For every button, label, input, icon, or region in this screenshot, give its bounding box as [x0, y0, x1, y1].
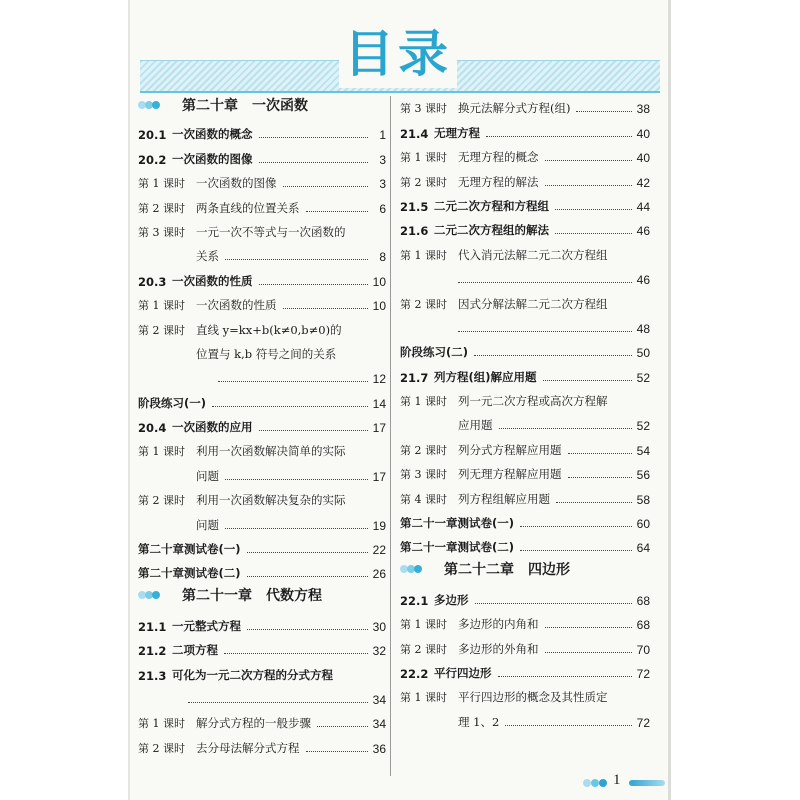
- toc-entry[interactable]: 第 1 课时 列一元二次方程或高次方程解: [400, 394, 608, 409]
- chapter-heading[interactable]: 第二十一章 代数方程: [138, 581, 386, 609]
- toc-entry[interactable]: 第二十章测试卷(一) 22: [138, 542, 386, 558]
- toc-entry[interactable]: 阶段练习(一) 14: [138, 395, 386, 411]
- chapter-heading[interactable]: 第二十章 一次函数: [138, 92, 386, 118]
- page-edge: [128, 0, 130, 800]
- footer-dots-icon: [583, 779, 611, 787]
- chapter-marker-icon: [138, 590, 164, 600]
- toc-entry[interactable]: 21.7 列方程(组)解应用题 52: [400, 369, 650, 385]
- toc-entry[interactable]: 第 1 课时 一次函数的图像 3: [138, 176, 386, 192]
- toc-entry[interactable]: 第 1 课时 解分式方程的一般步骤 34: [138, 716, 386, 732]
- toc-entry-continuation[interactable]: 理 1、2 72: [458, 714, 650, 730]
- toc-entry[interactable]: 22.2 平行四边形 72: [400, 665, 650, 681]
- toc-entry[interactable]: 第 1 课时 平行四边形的概念及其性质定: [400, 690, 608, 705]
- toc-entry[interactable]: 20.3 一次函数的性质 10: [138, 273, 386, 289]
- toc-entry[interactable]: 阶段练习(二) 50: [400, 345, 650, 361]
- toc-entry[interactable]: 第 1 课时 利用一次函数解决简单的实际: [138, 444, 346, 459]
- toc-entry[interactable]: 21.2 二项方程 32: [138, 643, 386, 659]
- toc-entry[interactable]: 20.4 一次函数的应用 17: [138, 420, 386, 436]
- toc-entry[interactable]: 第 4 课时 列方程组解应用题 58: [400, 491, 650, 507]
- toc-entry[interactable]: 第 3 课时 换元法解分式方程(组) 38: [400, 101, 650, 117]
- toc-entry[interactable]: 第 1 课时 无理方程的概念 40: [400, 150, 650, 166]
- toc-entry-continuation[interactable]: 12: [138, 362, 386, 386]
- toc-entry[interactable]: 第 2 课时 列分式方程解应用题 54: [400, 442, 650, 458]
- toc-entry[interactable]: 第 2 课时 因式分解法解二元二次方程组: [400, 296, 608, 311]
- toc-right-column: [400, 92, 650, 730]
- toc-entry-continuation[interactable]: 问题 17: [196, 468, 386, 484]
- chapter-heading[interactable]: 第二十二章 四边形: [400, 555, 650, 583]
- toc-entry[interactable]: 第 3 课时 一元一次不等式与一次函数的: [138, 224, 346, 239]
- toc-left-column: [138, 92, 386, 756]
- toc-entry[interactable]: 20.2 一次函数的图像 3: [138, 151, 386, 167]
- toc-entry[interactable]: 21.3 可化为一元二次方程的分式方程: [138, 667, 333, 683]
- page-edge: [668, 0, 671, 800]
- toc-entry[interactable]: 22.1 多边形 68: [400, 592, 650, 608]
- toc-entry[interactable]: 第 2 课时 两条直线的位置关系 6: [138, 200, 386, 216]
- toc-entry[interactable]: 21.5 二元二次方程和方程组 44: [400, 198, 650, 214]
- toc-entry-continuation[interactable]: 位置与 k,b 符号之间的关系: [196, 346, 337, 361]
- toc-entry[interactable]: 20.1 一次函数的概念 1: [138, 127, 386, 143]
- footer-bar: [629, 780, 665, 786]
- toc-entry[interactable]: 第 1 课时 多边形的内角和 68: [400, 617, 650, 633]
- toc-entry[interactable]: 第 2 课时 无理方程的解法 42: [400, 174, 650, 190]
- toc-entry[interactable]: 21.4 无理方程 40: [400, 125, 650, 141]
- toc-entry[interactable]: 21.1 一元整式方程 30: [138, 618, 386, 634]
- toc-entry[interactable]: 第 3 课时 列无理方程解应用题 56: [400, 467, 650, 483]
- toc-entry[interactable]: 第二十一章测试卷(一) 60: [400, 516, 650, 532]
- toc-entry[interactable]: 第 1 课时 一次函数的性质 10: [138, 298, 386, 314]
- toc-entry[interactable]: 第二十章测试卷(二) 26: [138, 566, 386, 582]
- toc-entry[interactable]: 第二十一章测试卷(二) 64: [400, 540, 650, 556]
- chapter-marker-icon: [400, 564, 426, 574]
- column-divider: [390, 96, 391, 776]
- toc-entry[interactable]: 第 2 课时 直线 y=kx+b(k≠0,b≠0)的: [138, 322, 342, 337]
- toc-entry-continuation[interactable]: 关系 8: [196, 249, 386, 265]
- page-footer: [583, 772, 673, 792]
- toc-entry[interactable]: 第 2 课时 多边形的外角和 70: [400, 641, 650, 657]
- toc-entry[interactable]: 第 2 课时 利用一次函数解决复杂的实际: [138, 493, 346, 508]
- toc-entry[interactable]: 第 2 课时 去分母法解分式方程 36: [138, 740, 386, 756]
- page-title: 目录: [344, 25, 452, 83]
- toc-entry-continuation[interactable]: 应用题 52: [458, 418, 650, 434]
- toc-entry-continuation[interactable]: 34: [138, 683, 386, 707]
- toc-entry[interactable]: 第 1 课时 代入消元法解二元二次方程组: [400, 247, 608, 262]
- page-number: 1: [613, 772, 621, 788]
- toc-entry-continuation[interactable]: 问题 19: [196, 517, 386, 533]
- toc-entry-continuation[interactable]: 48: [400, 312, 650, 336]
- toc-entry[interactable]: 21.6 二元二次方程组的解法 46: [400, 223, 650, 239]
- chapter-marker-icon: [138, 100, 164, 110]
- toc-entry-continuation[interactable]: 46: [400, 263, 650, 287]
